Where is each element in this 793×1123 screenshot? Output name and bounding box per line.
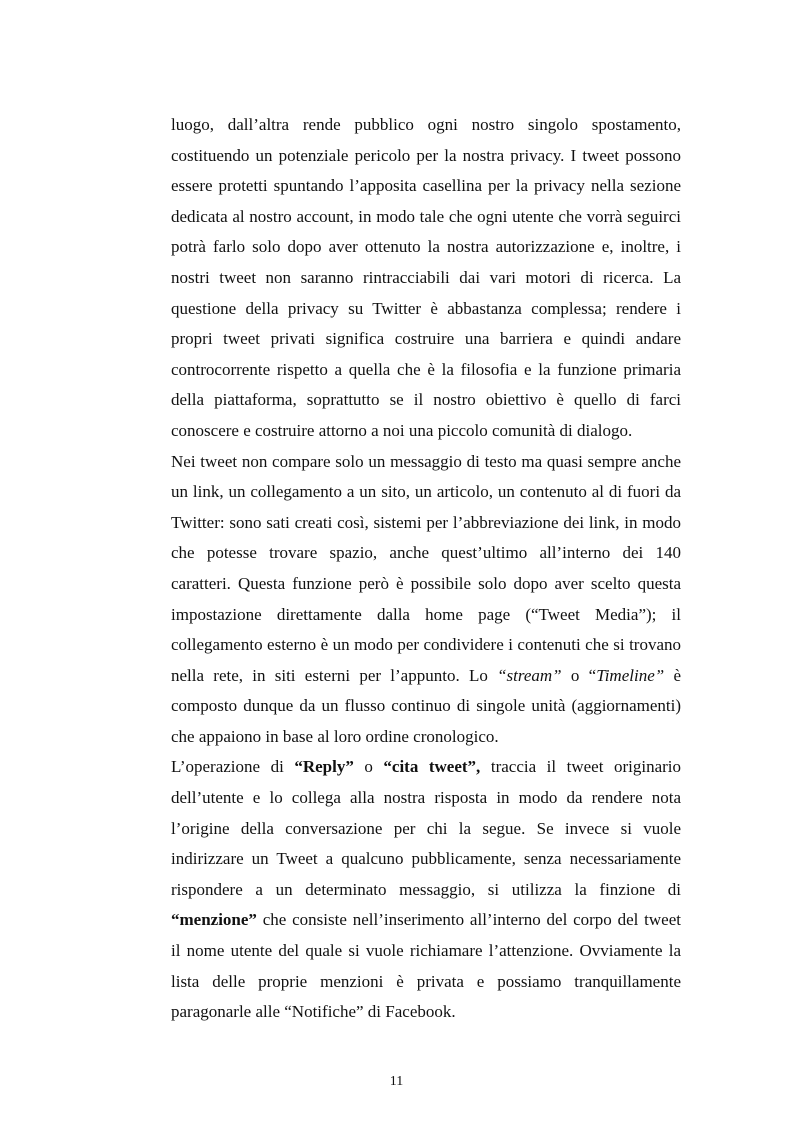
text-run: o “ (561, 665, 597, 685)
text-run: è composto dunque da un flusso continuo di singole unità (aggiornamenti) che appaiono in base al loro ordine cronologico. (171, 665, 681, 746)
bold-term-cita-tweet: “cita tweet”, (383, 757, 481, 777)
text-run: luogo, dall’altra rende pubblico ogni nostro singolo spostamento, costituendo un potenziale pericolo per la nostra privacy. I tweet possono essere protetti spuntando l’apposita casellina per la privacy nella sezione dedicata al nostro account, in modo tale che ogni utente che vorrà seguirci potrà farlo solo dopo aver ottenuto la nostra autorizzazione e, inoltre, i nostri tweet non saranno rintracciabili dai vari motori di ricerca. La questione della privacy su Twitter è abbastanza complessa; rendere i propri tweet privati significa costruire una barriera e quindi andare controcorrente rispetto a quella che è la filosofia e la funzione primaria della piattaforma, soprattutto se il nostro obiettivo è quello di farci conoscere e costruire attorno a noi una piccolo comunità di dialogo. (171, 115, 681, 440)
text-run: che consiste nell’inserimento all’interno del corpo del tweet il nome utente del quale si vuole richiamare l’attenzione. Ovviamente la lista delle proprie menzioni è privata e possiamo tranquillamente paragonarle alle “Notifiche” di Facebook. (171, 910, 681, 1022)
italic-term-timeline: Timeline” (596, 665, 665, 685)
bold-term-reply: “Reply” (294, 757, 354, 777)
text-run: traccia il tweet originario dell’utente e lo collega alla nostra risposta in modo da rendere nota l’origine della conversazione per chi la segue. Se invece si vuole indirizzare un Tweet a qualcuno pubblicamente, senza necessariamente rispondere a un determinato messaggio, si utilizza la finzione di (171, 757, 682, 899)
paragraph-links-timeline (171, 447, 681, 753)
text-run: o (353, 757, 384, 777)
bold-term-menzione: “menzione” (171, 910, 257, 930)
text-run: L’operazione di (171, 757, 295, 777)
page-number: 11 (389, 1074, 404, 1089)
paragraph-reply-mentions (171, 752, 681, 1027)
paragraph-privacy-location (171, 110, 681, 447)
body-text (171, 110, 681, 1028)
text-run: Nei tweet non compare solo un messaggio di testo ma quasi sempre anche un link, un collegamento a un sito, un articolo, un contenuto al di fuori da Twitter: sono sati creati così, sistemi per l’abbreviazione dei link, in modo che potesse trovare spazio, anche quest’ultimo all’interno dei 140 caratteri. Questa funzione però è possibile solo dopo aver scelto questa impostazione direttamente dalla home page (“Tweet Media”); il collegamento esterno è un modo per condividere i contenuti che si trovano nella rete, in siti esterni per l’appunto. Lo (171, 451, 681, 685)
italic-term-stream: “stream” (497, 665, 562, 685)
